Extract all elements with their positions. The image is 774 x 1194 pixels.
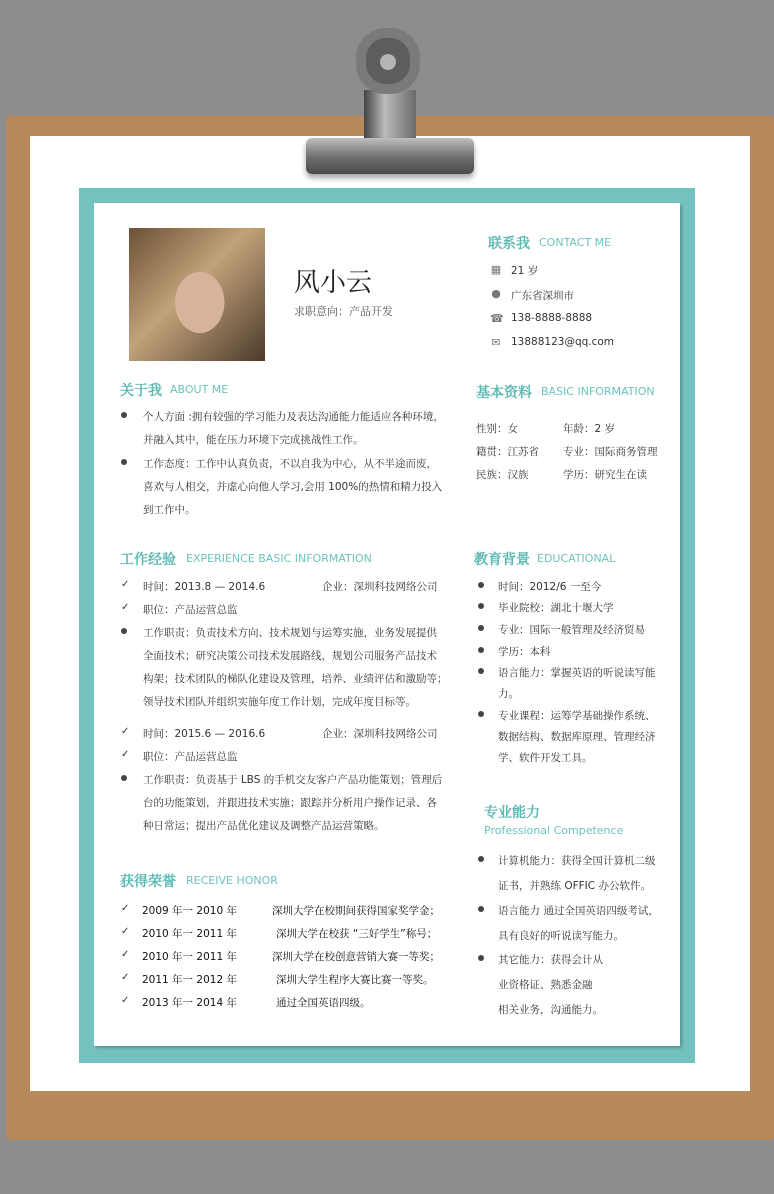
honor-desc: 通过全国英语四级。 [276,997,371,1009]
check-icon: ✓ [121,579,130,590]
honor-year: 2010 年一 2011 年 [142,928,237,940]
bullet [478,603,484,609]
bullet [121,775,127,781]
clip-neck [364,90,416,140]
job-position: 职位：产品运营总监 [143,604,238,616]
check-icon: ✓ [121,995,130,1006]
edu-item: 专业：国际一般管理及经济贸易 [498,624,645,636]
job-time: 时间：2015.6 — 2016.6 [143,728,266,740]
skill-line: 证书，并熟练 OFFIC 办公软件。 [498,880,651,892]
basic-degree: 学历：研究生在读 [563,469,647,481]
basic-gender: 性别：女 [476,423,518,435]
honor-desc: 深圳大学在校获 “三好学生”称号； [276,928,438,940]
edu-item: 毕业院校：湖北十堰大学 [498,602,614,614]
honor-desc: 深圳大学生程序大赛比赛一等奖。 [276,974,434,986]
skill-line: 具有良好的听说读写能力。 [498,930,624,942]
skills-title: 专业能力 [484,805,540,821]
basic-title: 基本资料 [476,385,532,401]
contact-phone: 138-8888-8888 [511,312,593,324]
check-icon: ✓ [121,602,130,613]
basic-origin: 籍贯：江苏省 [476,446,539,458]
calendar-icon: ▦ [490,263,502,276]
check-icon: ✓ [121,949,130,960]
contact-title-en: CONTACT ME [539,236,612,249]
honor-year: 2011 年一 2012 年 [142,974,237,986]
skill-line: 业资格证、熟悉金融 [498,979,593,991]
bullet [478,856,484,862]
basic-age: 年龄：2 岁 [563,423,616,435]
job-company: 企业：深圳科技网络公司 [322,581,438,593]
education-title: 教育背景 [474,552,530,568]
check-icon: ✓ [121,903,130,914]
check-icon: ✓ [121,972,130,983]
honor-year: 2013 年一 2014 年 [142,997,237,1009]
edu-item: 专业课程：运筹学基础操作系统、 [498,710,656,722]
basic-title-en: BASIC INFORMATION [541,385,655,398]
honor-desc: 深圳大学在校创意营销大赛一等奖； [272,951,440,963]
bullet [478,906,484,912]
bullet [478,625,484,631]
binder-clip-icon [356,28,420,94]
honors-title: 获得荣誉 [120,874,176,890]
skill-line: 语言能力 通过全国英语四级考试， [498,905,659,917]
basic-major: 专业：国际商务管理 [563,446,658,458]
job-duty: 种日常运；提出产品优化建议及调整产品运营策略。 [143,820,385,832]
skill-line: 其它能力：获得会计从 [498,954,603,966]
job-company: 企业：深圳科技网络公司 [322,728,438,740]
job-duty: 工作职责：负责技术方向、技术规划与运筹实施，业务发展提供 [143,627,437,639]
contact-email: 13888123@qq.com [511,336,615,348]
edu-item: 力。 [498,688,519,700]
check-icon: ✓ [121,749,130,760]
edu-item: 数据结构、数据库原理、管理经济 [498,731,656,743]
contact-location: 广东省深圳市 [511,290,574,302]
bullet [121,412,127,418]
job-duty: 领导技术团队并组织实施年度工作计划，完成年度目标等。 [143,696,416,708]
skill-line: 计算机能力：获得全国计算机二级 [498,855,656,867]
phone-icon: ☎ [490,312,504,325]
edu-item: 语言能力：掌握英语的听说读写能 [498,667,656,679]
skill-line: 相关业务，沟通能力。 [498,1004,603,1016]
job-position: 职位：产品运营总监 [143,751,238,763]
job-duty: 构架；技术团队的梯队化建设及管理，培养、业绩评估和激励等； [143,673,448,685]
bullet [478,647,484,653]
job-time: 时间：2013.8 — 2014.6 [143,581,266,593]
about-title: 关于我 [120,383,162,399]
check-icon: ✓ [121,726,130,737]
profile-photo [129,228,265,361]
education-title-en: EDUCATIONAL [537,552,616,565]
contact-age: 21 岁 [511,265,539,277]
bullet [478,711,484,717]
job-intent: 求职意向：产品开发 [294,305,393,318]
edu-item: 学、软件开发工具。 [498,752,593,764]
job-duty: 台的功能策划，并跟进技术实施；跟踪并分析用户操作记录、各 [143,797,437,809]
bullet [478,668,484,674]
honors-title-en: RECEIVE HONOR [186,874,278,887]
bullet [121,459,127,465]
bullet [478,582,484,588]
about-title-en: ABOUT ME [170,383,229,396]
bullet [478,955,484,961]
clip-base [306,138,474,174]
about-line: 个人方面 :拥有较强的学习能力及表达沟通能力能适应各种环境， [143,411,444,423]
basic-ethnicity: 民族：汉族 [476,469,529,481]
candidate-name: 风小云 [294,268,373,298]
check-icon: ✓ [121,926,130,937]
about-line: 并融入其中，能在压力环境下完成挑战性工作。 [143,434,364,446]
mail-icon: ✉ [491,336,501,349]
edu-item: 学历：本科 [498,646,551,658]
contact-title: 联系我 [488,236,530,252]
honor-desc: 深圳大学在校期间获得国家奖学金； [272,905,440,917]
edu-item: 时间：2012/6 一至今 [498,581,602,593]
skills-title-en: Professional Competence [484,824,624,837]
about-line: 到工作中。 [143,504,196,516]
about-line: 工作态度：工作中认真负责，不以自我为中心，从不半途而废， [143,458,437,470]
honor-year: 2009 年一 2010 年 [142,905,237,917]
location-pin-icon: ● [491,287,501,300]
about-line: 喜欢与人相交，并虚心向他人学习,会用 100%的热情和精力投入 [143,481,443,493]
experience-title-en: EXPERIENCE BASIC INFORMATION [186,552,372,565]
honor-year: 2010 年一 2011 年 [142,951,237,963]
job-duty: 工作职责：负责基于 LBS 的手机交友客户产品功能策划；管理后 [143,774,443,786]
experience-title: 工作经验 [120,552,176,568]
bullet [121,628,127,634]
job-duty: 全面技术；研究决策公司技术发展路线，规划公司服务产品技术 [143,650,437,662]
